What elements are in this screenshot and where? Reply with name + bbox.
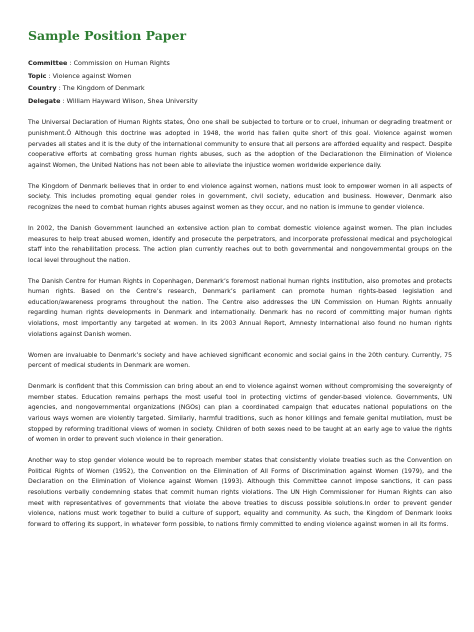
- paragraph-education: Denmark is confident that this Commission can bring about an end to violence against women without compromising the sovereignty of member states. Education remains perhaps the most useful tool in protecting victims of gender-based violence. Governments, UN agencies, and nongovernmental organizations (NGOs) can plan a coordinated campaign that educates national populations on the various ways women are violently targeted. Similarly, harmful traditions, such as honor killings and female genital mutilation, must be stopped by reforming traditional views of women in society. Children of both sexes need to be taught at an early age to value the rights of women in order to prevent such violence in their generation.: [28, 383, 452, 444]
- meta-key: Topic: [28, 71, 47, 80]
- meta-row-delegate: Delegate : William Hayward Wilson, Shea University: [28, 96, 198, 105]
- meta-key: Delegate: [28, 96, 61, 105]
- meta-key: Committee: [28, 59, 68, 67]
- meta-row-committee: Committee : Commission on Human Rights: [28, 59, 170, 67]
- paragraph-women-in-society: Women are invaluable to Denmark’s society and have achieved significant economic and social gains in the 20th century. Currently, 75 percent of medical students in Denmark are women.: [28, 351, 452, 370]
- meta-value: Violence against Women: [52, 71, 132, 80]
- paragraph-reproach: Another way to stop gender violence would be to reproach member states that consistently violate treaties such as the Convention on Political Rights of Women (1952), the Convention on the Elimination of All Forms of Discrimination against Women (1979), and the Declaration on the Elimination of Violence against Women (1993). Although this Committee cannot impose sanctions, it can pass resolutions verbally condemning states that commit human rights violations. The UN High Commissioner for Human Rights can also meet with representatives of governments that violate the above treaties to discuss possible solutions.In order to prevent gender violence, nations must work together to build a culture of support, equality and community. As such, the Kingdom of Denmark looks forward to offering its support, in whatever form possible, to nations firmly committed to ending violence against women in all its forms.: [28, 457, 452, 528]
- meta-value: William Hayward Wilson, Shea University: [66, 96, 198, 105]
- document-title: Sample Position Paper: [28, 28, 187, 43]
- paragraph-empowerment: The Kingdom of Denmark believes that in order to end violence against women, nations must look to empower women in all aspects of society. This includes promoting equal gender roles in government, civil society, education and business. However, Denmark also recognizes the need to combat human rights abuses against women as they occur, and no nation is immune to gender violence.: [28, 182, 452, 211]
- paragraph-human-rights-centre: The Danish Centre for Human Rights in Copenhagen, Denmark’s foremost national human rights institution, also promotes and protects human rights. Based on the Centre’s research, Denmark’s parliament can promote human rights-based legislation and education/awareness programs throughout the nation. The Centre also addresses the UN Commission on Human Rights annually regarding human rights developments in Denmark and internationally. Denmark has no record of committing major human rights violations, most importantly any targeted at women. In its 2003 Annual Report, Amnesty International also found no human rights violations against Danish women.: [28, 277, 452, 338]
- meta-value: The Kingdom of Denmark: [62, 84, 145, 93]
- paragraph-udhr: The Universal Declaration of Human Rights states, Òno one shall be subjected to torture or to cruel, inhuman or degrading treatment or punishment.Ó Although this doctrine was adopted in 1948, the world has fallen quite short of this goal. Violence against women pervades all states and it is the duty of the international community to ensure that all persons are afforded equality and respect. Despite cooperative efforts at combating gross human rights abuses, such as the adoption of the Declarationon the Elimination of Violence against Women, the United Nations has not been able to alleviate the injustice women worldwide experience daily.: [28, 119, 452, 169]
- meta-value: Commission on Human Rights: [73, 59, 170, 67]
- meta-row-topic: Topic : Violence against Women: [28, 71, 132, 80]
- meta-key: Country: [28, 84, 57, 93]
- paragraph-action-plan: In 2002, the Danish Government launched an extensive action plan to combat domestic violence against women. The plan includes measures to help treat abused women, identify and prosecute the perpetrators, and incorporate professional medical and psychological staff into the rehabilitation process. The action plan currently reaches out to both governmental and nongovernmental groups on the local level throughout the nation.: [28, 224, 452, 264]
- delegate-info: [28, 57, 452, 107]
- meta-row-country: Country : The Kingdom of Denmark: [28, 84, 145, 93]
